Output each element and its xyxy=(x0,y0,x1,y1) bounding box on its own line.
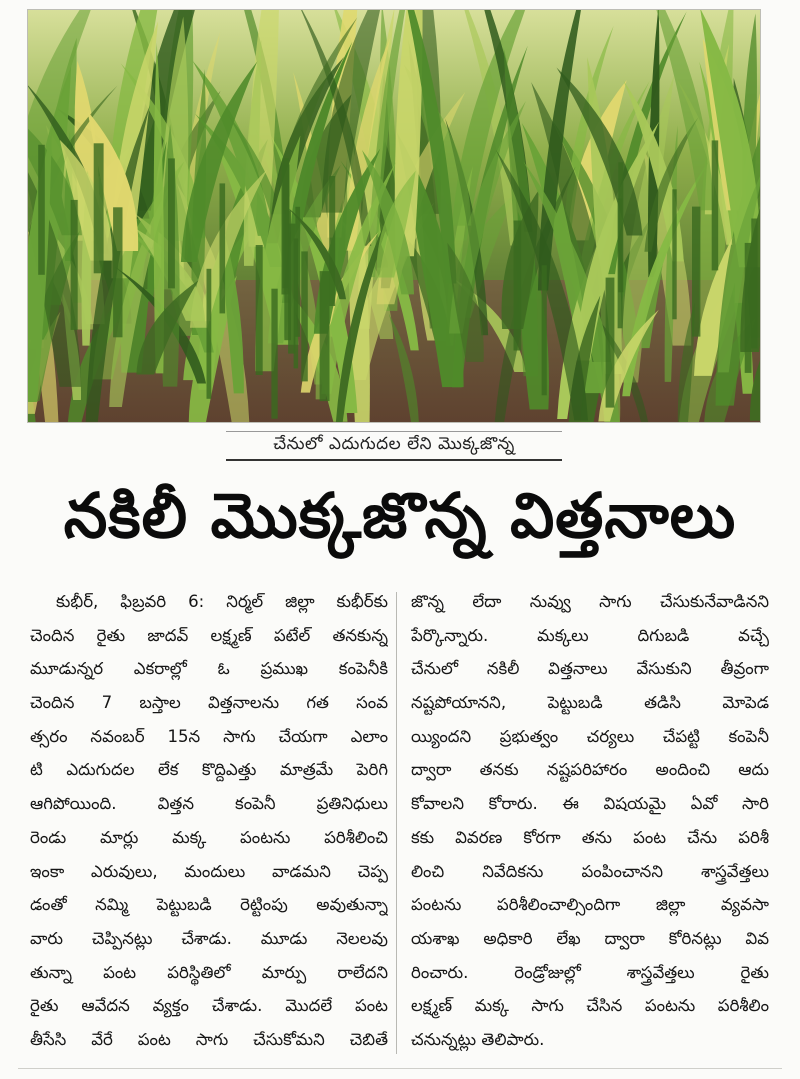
article-line: టి ఎదుగుదల లేక కొద్దిఎత్తు మాత్రమే పెరిగి xyxy=(30,760,388,780)
corn-field-image xyxy=(28,10,760,422)
photo-caption: చేనులో ఎదుగుదల లేని మొక్కజొన్న xyxy=(226,431,562,461)
article-line: య్యిందని ప్రభుత్వం చర్యలు చేపట్టి కంపెనీ xyxy=(411,726,769,746)
article-line: కోవాలని కోరారు. ఈ విషయమై ఏవో సారి xyxy=(411,794,769,814)
corn-stalk xyxy=(256,245,263,375)
article-line: వారు చెప్పినట్లు చేశాడు. మూడు నెలలవు xyxy=(30,928,388,948)
corn-stalk xyxy=(514,221,522,351)
article-line: రైతు ఆవేదన వ్యక్తం చేశాడు. మొదలే పంట xyxy=(30,996,388,1016)
article-line: లక్ష్మణ్ మక్క సాగు చేసిన పంటను పరిశీలిం xyxy=(411,996,769,1016)
corn-stalk xyxy=(692,207,700,337)
article-line: ఇంకా ఎరువులు, మందులు వాడమని చెప్ప xyxy=(30,861,388,881)
article-line: చెందిన 7 బస్తాల విత్తనాలను గత సంవ xyxy=(30,693,388,713)
article-line: మూడున్నర ఎకరాల్లో ఓ ప్రముఖ కంపెనీకి xyxy=(30,659,388,679)
corn-stalk xyxy=(94,143,104,273)
article-line: చనున్నట్లు తెలిపారు. xyxy=(411,1029,545,1049)
corn-stalk xyxy=(712,140,719,270)
bottom-rule xyxy=(18,1068,782,1069)
corn-stalk xyxy=(71,200,78,330)
corn-stalk xyxy=(301,251,308,381)
article-line: కుభీర్, ఫిబ్రవరి 6: నిర్మల్ జిల్లా కుభీర్‌కు xyxy=(56,592,388,611)
article-line: జొన్న లేదా నువ్వు సాగు చేసుకునేవాడినని xyxy=(411,592,769,611)
article-line: తున్నా పంట పరిస్థితిలో మార్పు రాలేదని xyxy=(30,962,388,982)
article-line: చేనులో నకిలీ విత్తనాలు వేసుకుని తీవ్రంగా xyxy=(411,659,769,679)
article-line: పంటను పరిశీలించాల్సిందిగా జిల్లా వ్యవసా xyxy=(411,895,769,915)
article-line: పేర్కొన్నారు. మక్కలు దిగుబడి వచ్చే xyxy=(411,625,769,645)
corn-stalk xyxy=(320,271,330,401)
article-line: రించారు. రెండ్రోజుల్లో శాస్త్రవేత్తలు రైతు xyxy=(411,962,769,982)
article-line: డంతో నమ్మి పెట్టుబడి రెట్టింపు అవుతున్నా xyxy=(30,895,388,915)
corn-stalk xyxy=(751,219,757,349)
column-divider xyxy=(396,592,397,1054)
corn-stalk xyxy=(207,269,212,399)
corn-stalk xyxy=(295,207,300,337)
article-line: కకు వివరణ కోరగా తను పంట చేను పరిశీ xyxy=(411,827,769,847)
corn-stalk xyxy=(542,265,547,395)
corn-stalk xyxy=(220,183,226,313)
corn-stalk xyxy=(271,289,277,419)
corn-stalk xyxy=(168,158,175,288)
article-line: తీసేసి వేరే పంట సాగు చేసుకోమని చెబితే xyxy=(30,1029,388,1049)
article-line: యశాఖ అధికారి లేఖ ద్వారా కోరినట్లు వివ xyxy=(411,928,769,948)
article-line: త్సరం నవంబర్ 15న సాగు చేయగా ఎలాం xyxy=(30,726,388,746)
corn-stalk xyxy=(745,243,752,373)
headline: నకిలీ మొక్కజొన్న విత్తనాలు xyxy=(63,479,737,552)
corn-stalk xyxy=(113,207,122,337)
article-line: నష్టపోయానని, పెట్టుబడి తడిసి మోపెడ xyxy=(411,693,769,713)
article-line: రెండు మార్లు మక్క పంటను పరిశీలించి xyxy=(30,827,388,847)
corn-stalk xyxy=(329,176,335,306)
article-line: చెందిన రైతు జాదవ్ లక్ష్మణ్ పటేల్ తనకున్న xyxy=(30,625,388,645)
corn-stalk xyxy=(618,162,623,292)
article-line: ఆగిపోయింది. విత్తన కంపెనీ ప్రతినిధులు xyxy=(30,794,388,814)
corn-stalk xyxy=(672,189,676,319)
corn-stalk xyxy=(606,278,615,408)
article-column-right xyxy=(411,586,769,1056)
article-line: లించి నివేదికను పంపించానని శాస్త్రవేత్తలు xyxy=(411,861,769,881)
article-column-left xyxy=(30,586,388,1056)
corn-field-photo xyxy=(27,9,761,423)
corn-stalk xyxy=(38,145,45,275)
article-line: ద్వారా తనకు నష్టపరిహారం అందించి ఆదు xyxy=(411,760,769,780)
corn-stalk xyxy=(288,224,295,354)
